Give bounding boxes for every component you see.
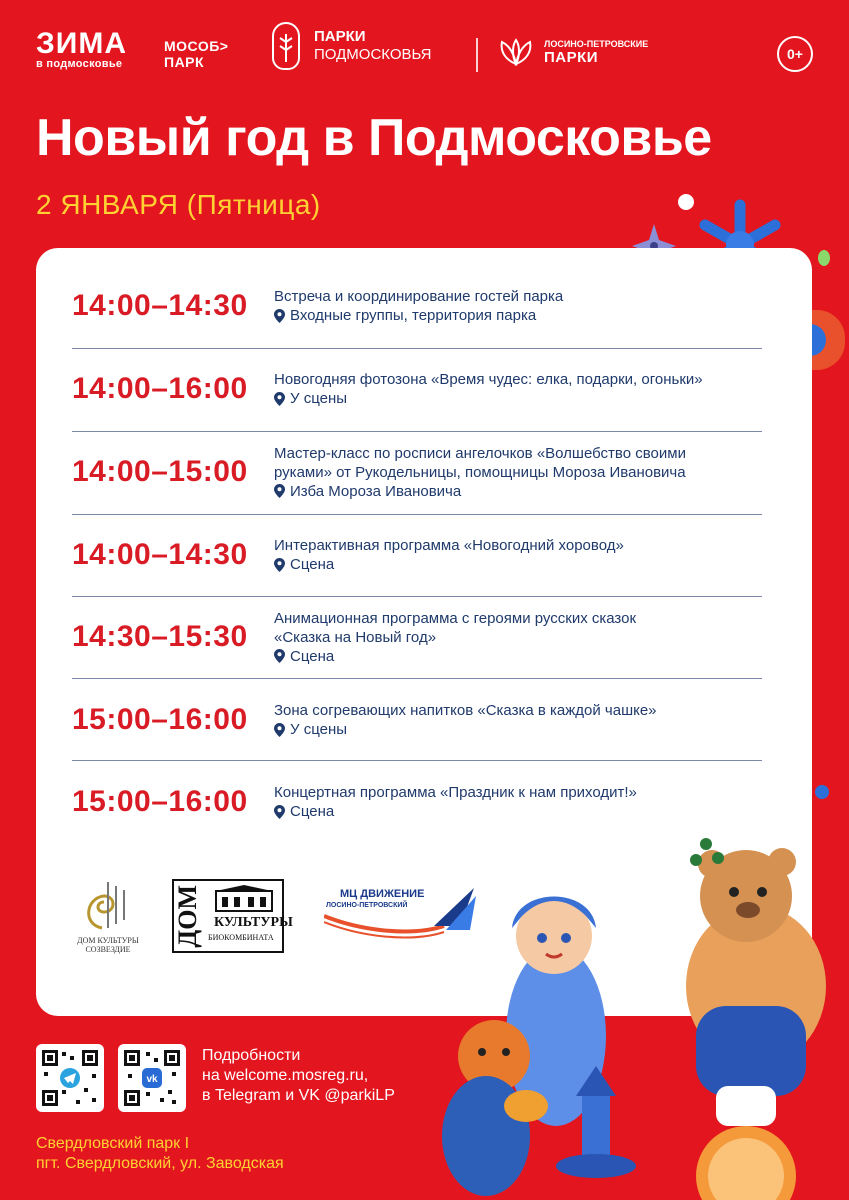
decor-dot: [818, 250, 830, 266]
event-location-text: Входные группы, территория парка: [290, 307, 537, 324]
event-location: [274, 720, 657, 739]
location-pin-icon: [274, 723, 285, 737]
more-info-text: [202, 1046, 395, 1106]
tree-icon: [272, 22, 300, 70]
schedule-row: [72, 696, 762, 744]
decor-dot: [678, 194, 694, 210]
dk-logo-dom: ДОМ: [173, 885, 202, 948]
dk-logo-biokombinata: БИОКОМБИНАТА: [208, 933, 274, 942]
losino-petrovskie-parki-logo: [496, 38, 648, 66]
event-location: [274, 555, 624, 574]
row-divider: [72, 514, 762, 515]
zima-logo: [36, 27, 128, 70]
event-location-text: Сцена: [290, 647, 335, 665]
schedule-row: [72, 365, 762, 413]
location-pin-icon: [274, 484, 285, 498]
row-divider: [72, 596, 762, 597]
row-divider: [72, 678, 762, 679]
schedule-row: [72, 531, 762, 579]
mosobpark-logo-line2: ПАРК: [164, 54, 205, 70]
event-info: [274, 536, 624, 574]
event-location: [274, 802, 637, 821]
vk-qr-code[interactable]: [118, 1044, 186, 1112]
row-divider: [72, 431, 762, 432]
event-location: [274, 647, 636, 666]
event-location-text: Изба Мороза Ивановича: [290, 482, 462, 500]
lp-logo-line2: ПАРКИ: [544, 48, 599, 66]
event-title: Новогодняя фотозона «Время чудес: елка, подарки, огоньки»: [274, 371, 703, 388]
event-info: [274, 701, 657, 739]
event-title: Встреча и координирование гостей парка: [274, 288, 564, 305]
park-name: Свердловский парк I: [36, 1135, 190, 1152]
mosobpark-logo-line1: МОСОБ>: [164, 38, 229, 54]
location-pin-icon: [274, 392, 285, 406]
event-time: 14:00–16:00: [72, 372, 248, 405]
dk-logo-kultury: КУЛЬТУРЫ: [214, 915, 293, 930]
row-divider: [72, 348, 762, 349]
event-title-line2: «Сказка на Новый год»: [274, 628, 437, 646]
sozvezdie-logo: [72, 878, 144, 954]
parki-podmoskovya-logo: [272, 22, 432, 70]
event-title: Концертная программа «Праздник к нам приходит!»: [274, 784, 637, 801]
row-divider: [72, 760, 762, 761]
building-icon: [214, 885, 274, 913]
zima-logo-title: ЗИМА: [36, 27, 128, 60]
park-street: пгт. Свердловский, ул. Заводская: [36, 1155, 284, 1172]
event-title-line1: Анимационная программа с героями русских сказок: [274, 609, 637, 627]
park-address: [36, 1134, 284, 1174]
header: [36, 22, 813, 82]
zima-logo-subtitle: в подмосковье: [36, 58, 123, 70]
leaf-icon: [496, 38, 536, 66]
more-info-line1: Подробности: [202, 1047, 301, 1064]
schedule-row: [72, 441, 762, 503]
event-time: 14:00–15:00: [72, 455, 248, 488]
location-pin-icon: [274, 649, 285, 663]
mc-logo-line1: МЦ ДВИЖЕНИЕ: [340, 888, 425, 900]
mosobpark-logo: [164, 38, 228, 70]
schedule-row: [72, 282, 762, 330]
telegram-qr-code[interactable]: [36, 1044, 104, 1112]
location-pin-icon: [274, 805, 285, 819]
sozvezdie-line1: ДОМ КУЛЬТУРЫ: [77, 936, 139, 945]
event-info: [274, 609, 636, 666]
svg-text:vk: vk: [146, 1074, 158, 1085]
more-info-line2: на welcome.mosreg.ru,: [202, 1067, 369, 1084]
event-title: Интерактивная программа «Новогодний хоровод»: [274, 537, 624, 554]
mc-logo-line2: ЛОСИНО-ПЕТРОВСКИЙ: [326, 902, 408, 909]
event-location: [274, 482, 686, 501]
logo-divider: [476, 38, 478, 72]
event-location: [274, 306, 563, 325]
music-clef-icon: [72, 878, 144, 934]
schedule-row: [72, 606, 762, 668]
event-time: 15:00–16:00: [72, 785, 248, 818]
event-title-line1: Мастер-класс по росписи ангелочков «Волшебство своими: [274, 444, 686, 462]
page-title: Новый год в Подмосковье: [36, 109, 712, 167]
location-pin-icon: [274, 558, 285, 572]
event-location-text: У сцены: [290, 390, 348, 407]
event-time: 14:00–14:30: [72, 289, 248, 322]
event-location-text: Сцена: [290, 556, 335, 573]
event-time: 14:00–14:30: [72, 538, 248, 571]
event-title-line2: руками» от Рукодельницы, помощницы Мороза Ивановича: [274, 463, 686, 481]
event-info: [274, 783, 637, 821]
dk-biokombinata-logo: [172, 879, 293, 953]
more-info-line3: в Telegram и VK @parkiLP: [202, 1087, 395, 1104]
event-info: [274, 444, 686, 501]
fairy-tale-characters-illustration: [416, 836, 849, 1200]
event-time: 15:00–16:00: [72, 703, 248, 736]
event-location: [274, 389, 703, 408]
lp-logo-line1: ЛОСИНО-ПЕТРОВСКИЕ: [544, 38, 649, 49]
event-location-text: Сцена: [290, 803, 335, 820]
event-location-text: У сцены: [290, 721, 348, 738]
parki-logo-line1: ПАРКИ: [314, 28, 366, 45]
location-pin-icon: [274, 309, 285, 323]
event-time: 14:30–15:30: [72, 620, 248, 653]
parki-logo-line2: ПОДМОСКОВЬЯ: [314, 46, 432, 63]
age-rating-badge: 0+: [777, 36, 813, 72]
event-info: [274, 370, 703, 408]
event-title: Зона согревающих напитков «Сказка в каждой чашке»: [274, 702, 657, 719]
event-date: 2 ЯНВАРЯ (Пятница): [36, 189, 321, 220]
decor-dot: [815, 785, 829, 799]
event-info: [274, 287, 563, 325]
sozvezdie-line2: СОЗВЕЗДИЕ: [85, 945, 131, 954]
schedule-row: [72, 778, 762, 826]
